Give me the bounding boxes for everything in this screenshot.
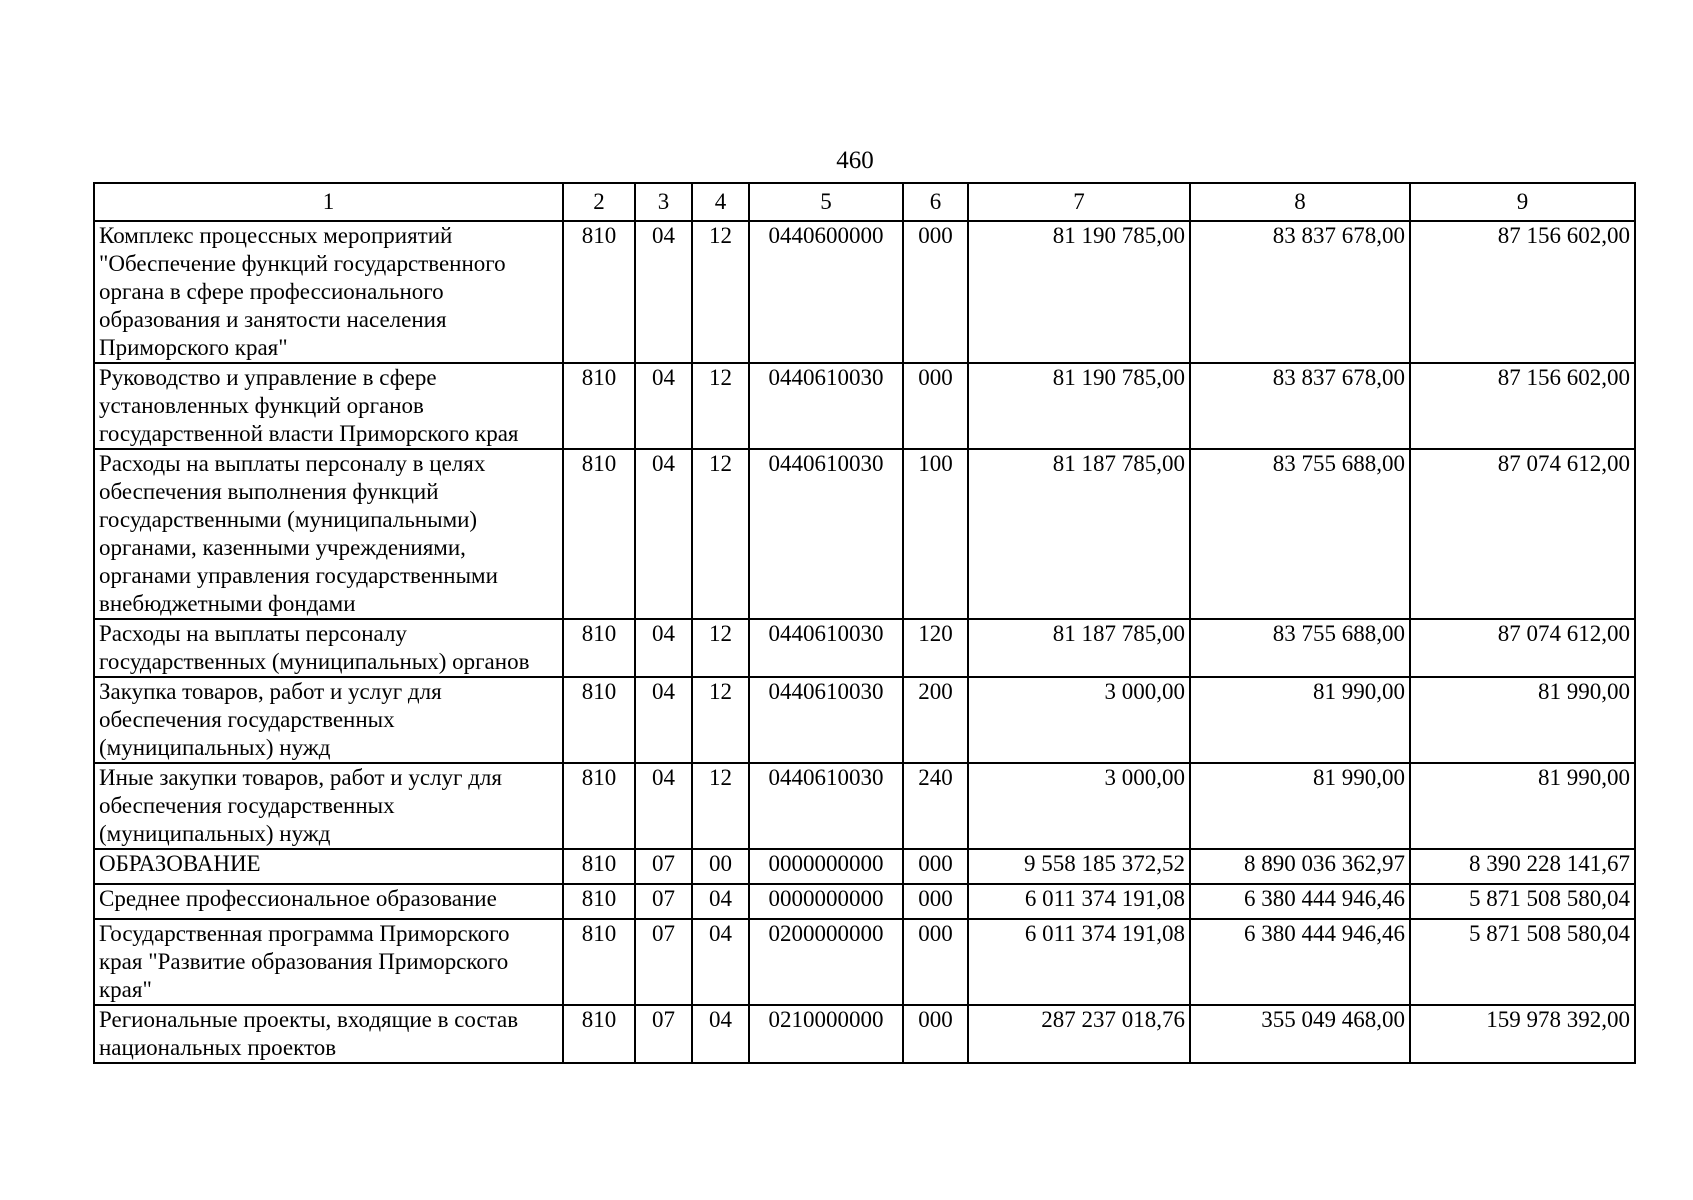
row-name: Среднее профессиональное образование — [94, 884, 563, 919]
code-column-4: 12 — [692, 677, 749, 763]
table-row — [94, 1005, 1635, 1063]
column-header-3: 3 — [635, 183, 692, 221]
column-header-5: 5 — [749, 183, 903, 221]
amount-column-9: 81 990,00 — [1410, 677, 1635, 763]
code-column-3: 04 — [635, 221, 692, 363]
row-name: Закупка товаров, работ и услуг для обеспечения государственных (муниципальных) нужд — [94, 677, 563, 763]
row-name: Региональные проекты, входящие в состав национальных проектов — [94, 1005, 563, 1063]
table-row — [94, 619, 1635, 677]
amount-column-9: 81 990,00 — [1410, 763, 1635, 849]
amount-column-7: 287 237 018,76 — [968, 1005, 1190, 1063]
code-column-6: 000 — [903, 1005, 968, 1063]
code-column-2: 810 — [563, 919, 635, 1005]
table-row — [94, 919, 1635, 1005]
code-column-2: 810 — [563, 849, 635, 884]
amount-column-9: 8 390 228 141,67 — [1410, 849, 1635, 884]
amount-column-8: 83 755 688,00 — [1190, 449, 1410, 619]
code-column-5: 0440610030 — [749, 449, 903, 619]
code-column-2: 810 — [563, 449, 635, 619]
amount-column-9: 87 156 602,00 — [1410, 221, 1635, 363]
code-column-3: 04 — [635, 763, 692, 849]
code-column-4: 04 — [692, 1005, 749, 1063]
page-number: 460 — [836, 147, 874, 174]
code-column-4: 04 — [692, 919, 749, 1005]
code-column-3: 07 — [635, 919, 692, 1005]
amount-column-9: 87 074 612,00 — [1410, 619, 1635, 677]
code-column-5: 0440610030 — [749, 677, 903, 763]
table-row — [94, 884, 1635, 919]
code-column-5: 0440610030 — [749, 619, 903, 677]
row-name: Расходы на выплаты персоналу в целях обеспечения выполнения функций государственными (муниципальными) органами, казенными учреждениями, органами управления государственными внебюджетными фондами — [94, 449, 563, 619]
code-column-5: 0000000000 — [749, 849, 903, 884]
row-name: Расходы на выплаты персоналу государственных (муниципальных) органов — [94, 619, 563, 677]
table-row — [94, 763, 1635, 849]
code-column-3: 04 — [635, 677, 692, 763]
code-column-6: 120 — [903, 619, 968, 677]
code-column-4: 12 — [692, 363, 749, 449]
code-column-3: 07 — [635, 849, 692, 884]
code-column-3: 04 — [635, 449, 692, 619]
code-column-3: 04 — [635, 619, 692, 677]
amount-column-7: 81 190 785,00 — [968, 221, 1190, 363]
row-name: Комплекс процессных мероприятий "Обеспечение функций государственного органа в сфере профессионального образования и занятости населения Приморского края" — [94, 221, 563, 363]
code-column-6: 240 — [903, 763, 968, 849]
code-column-5: 0440600000 — [749, 221, 903, 363]
code-column-4: 12 — [692, 763, 749, 849]
budget-table — [93, 182, 1636, 1064]
column-header-9: 9 — [1410, 183, 1635, 221]
code-column-5: 0440610030 — [749, 763, 903, 849]
code-column-4: 12 — [692, 221, 749, 363]
code-column-6: 100 — [903, 449, 968, 619]
code-column-3: 07 — [635, 884, 692, 919]
code-column-2: 810 — [563, 677, 635, 763]
column-header-7: 7 — [968, 183, 1190, 221]
column-header-8: 8 — [1190, 183, 1410, 221]
amount-column-8: 81 990,00 — [1190, 677, 1410, 763]
code-column-2: 810 — [563, 619, 635, 677]
amount-column-8: 81 990,00 — [1190, 763, 1410, 849]
code-column-6: 200 — [903, 677, 968, 763]
amount-column-8: 6 380 444 946,46 — [1190, 919, 1410, 1005]
amount-column-9: 159 978 392,00 — [1410, 1005, 1635, 1063]
amount-column-7: 81 190 785,00 — [968, 363, 1190, 449]
code-column-6: 000 — [903, 884, 968, 919]
code-column-2: 810 — [563, 363, 635, 449]
table-body — [94, 221, 1635, 1063]
amount-column-8: 83 755 688,00 — [1190, 619, 1410, 677]
header-row — [94, 183, 1635, 221]
table-row — [94, 363, 1635, 449]
amount-column-7: 3 000,00 — [968, 677, 1190, 763]
amount-column-8: 8 890 036 362,97 — [1190, 849, 1410, 884]
table-row — [94, 221, 1635, 363]
code-column-6: 000 — [903, 363, 968, 449]
code-column-2: 810 — [563, 884, 635, 919]
code-column-5: 0210000000 — [749, 1005, 903, 1063]
code-column-2: 810 — [563, 221, 635, 363]
column-header-4: 4 — [692, 183, 749, 221]
amount-column-9: 87 156 602,00 — [1410, 363, 1635, 449]
amount-column-8: 83 837 678,00 — [1190, 221, 1410, 363]
row-name: Государственная программа Приморского края "Развитие образования Приморского края" — [94, 919, 563, 1005]
table-row — [94, 849, 1635, 884]
code-column-2: 810 — [563, 1005, 635, 1063]
amount-column-9: 5 871 508 580,04 — [1410, 919, 1635, 1005]
code-column-5: 0200000000 — [749, 919, 903, 1005]
amount-column-7: 81 187 785,00 — [968, 449, 1190, 619]
code-column-6: 000 — [903, 919, 968, 1005]
code-column-2: 810 — [563, 763, 635, 849]
table-row — [94, 677, 1635, 763]
amount-column-7: 3 000,00 — [968, 763, 1190, 849]
row-name: Руководство и управление в сфере установленных функций органов государственной власти Приморского края — [94, 363, 563, 449]
code-column-6: 000 — [903, 849, 968, 884]
column-header-6: 6 — [903, 183, 968, 221]
amount-column-9: 87 074 612,00 — [1410, 449, 1635, 619]
amount-column-7: 6 011 374 191,08 — [968, 884, 1190, 919]
table-header — [94, 183, 1635, 221]
code-column-4: 12 — [692, 449, 749, 619]
code-column-3: 04 — [635, 363, 692, 449]
row-name: Иные закупки товаров, работ и услуг для обеспечения государственных (муниципальных) нужд — [94, 763, 563, 849]
amount-column-7: 9 558 185 372,52 — [968, 849, 1190, 884]
code-column-5: 0440610030 — [749, 363, 903, 449]
code-column-6: 000 — [903, 221, 968, 363]
amount-column-8: 83 837 678,00 — [1190, 363, 1410, 449]
amount-column-8: 6 380 444 946,46 — [1190, 884, 1410, 919]
column-header-1: 1 — [94, 183, 563, 221]
amount-column-8: 355 049 468,00 — [1190, 1005, 1410, 1063]
amount-column-7: 81 187 785,00 — [968, 619, 1190, 677]
code-column-3: 07 — [635, 1005, 692, 1063]
table-row — [94, 449, 1635, 619]
column-header-2: 2 — [563, 183, 635, 221]
code-column-5: 0000000000 — [749, 884, 903, 919]
code-column-4: 00 — [692, 849, 749, 884]
amount-column-7: 6 011 374 191,08 — [968, 919, 1190, 1005]
code-column-4: 04 — [692, 884, 749, 919]
amount-column-9: 5 871 508 580,04 — [1410, 884, 1635, 919]
row-name: ОБРАЗОВАНИЕ — [94, 849, 563, 884]
code-column-4: 12 — [692, 619, 749, 677]
